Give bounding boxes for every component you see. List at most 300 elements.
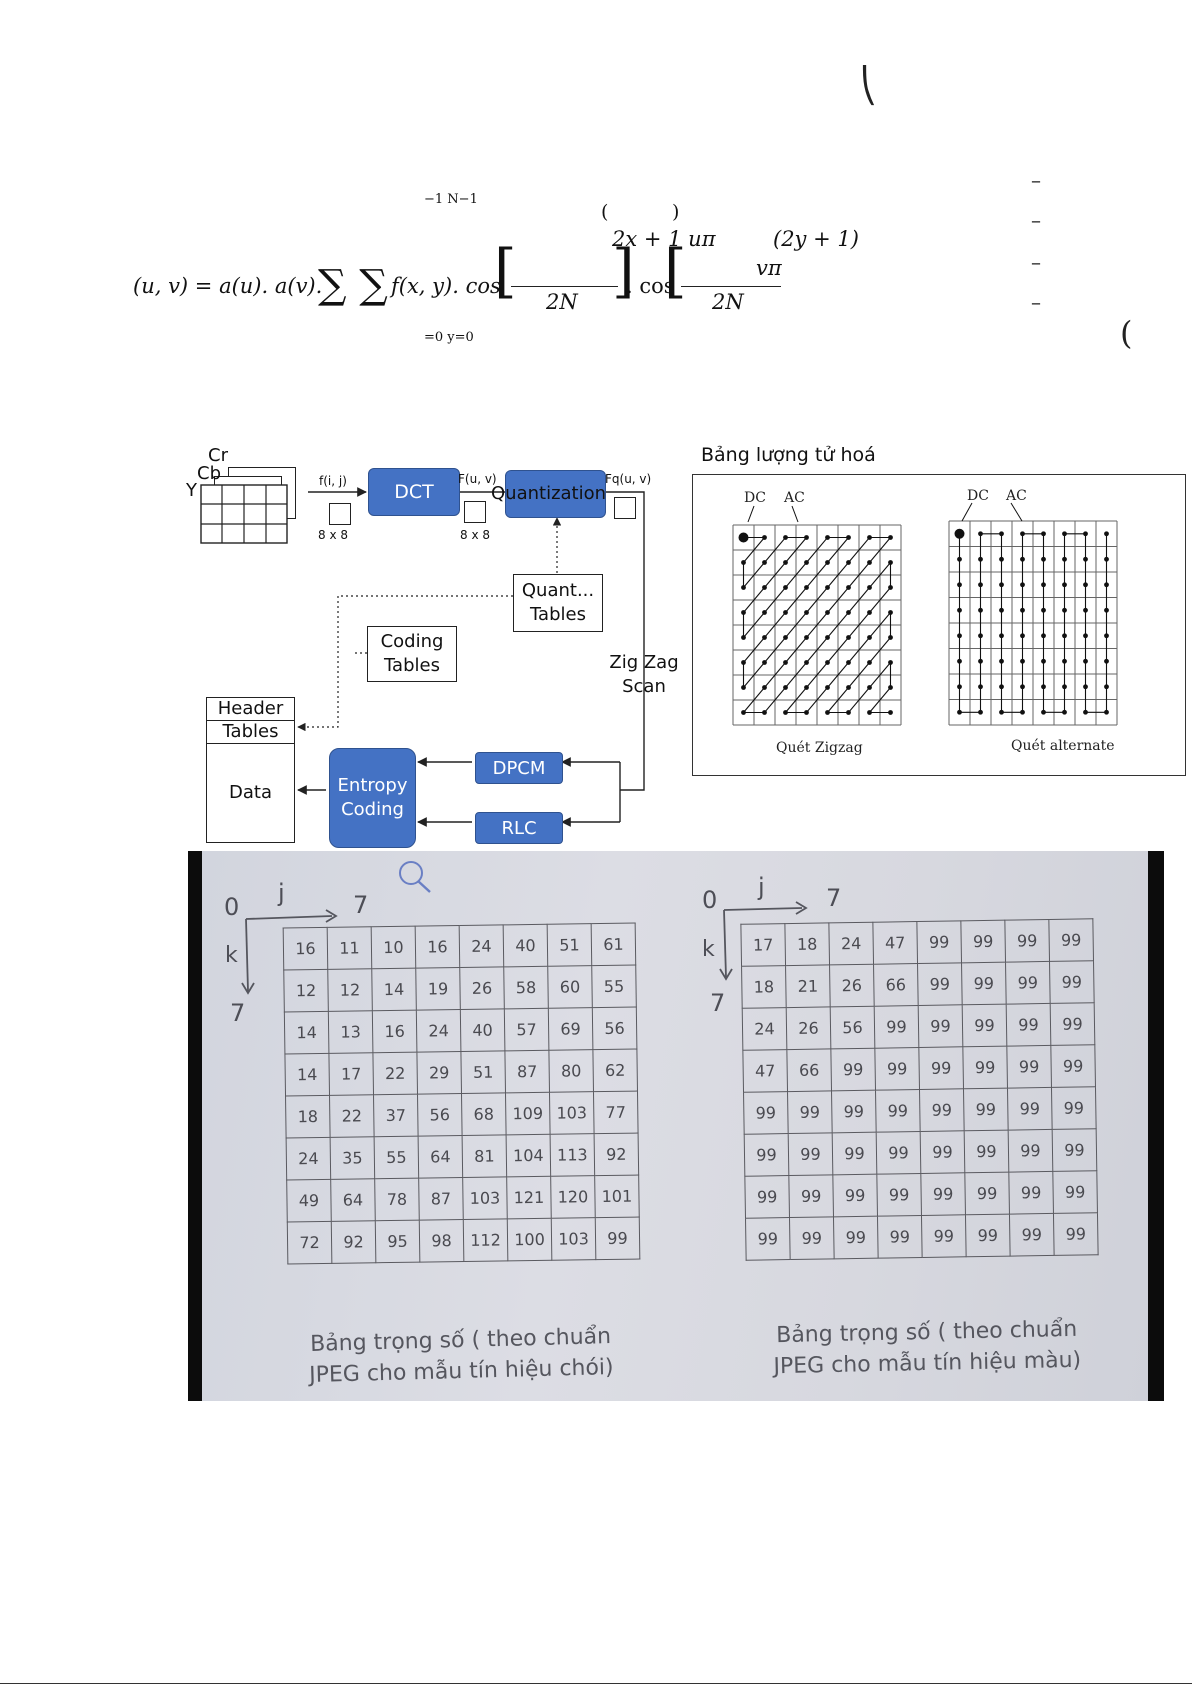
alternate-scan-dot	[1062, 557, 1067, 562]
denominator-1: 2N	[546, 290, 578, 314]
zigzag-scan-dot	[846, 610, 851, 615]
bracket-open-2: [	[664, 237, 687, 305]
chroma-table-row	[744, 1087, 1097, 1135]
zigzag-scan-dot	[783, 535, 788, 540]
luma-table-row	[287, 1217, 640, 1264]
chroma-cell: 99	[965, 1172, 1010, 1215]
chroma-cell: 99	[744, 1134, 789, 1177]
chroma-cell: 24	[742, 1008, 787, 1051]
chroma-cell: 99	[833, 1216, 878, 1259]
chroma-cell: 99	[962, 1004, 1007, 1047]
alternate-scan-dot	[1041, 633, 1046, 638]
chroma-table-row	[741, 919, 1094, 967]
zigzag-scan-dot	[888, 660, 893, 665]
chroma-table-row	[742, 1003, 1095, 1051]
chroma-table-row	[742, 961, 1095, 1009]
label-fuv: F(u, v)	[458, 472, 497, 486]
chroma-cell: 47	[873, 922, 918, 965]
zigzag-scan-dot	[783, 685, 788, 690]
chroma-cell: 99	[1007, 1087, 1052, 1130]
zigzag-scan-dot	[804, 710, 809, 715]
chroma-cell: 99	[961, 920, 1006, 963]
quantization-tables-photo	[188, 851, 1164, 1401]
chroma-cell: 99	[744, 1092, 789, 1135]
zigzag-scan-dot	[867, 685, 872, 690]
denominator-2: 2N	[712, 290, 744, 314]
alternate-scan-dot	[1083, 557, 1088, 562]
zigzag-scan-dot	[846, 685, 851, 690]
alternate-scan-dot	[999, 531, 1004, 536]
dot-cos: . cos	[626, 274, 675, 298]
alternate-scan-dot	[1041, 531, 1046, 536]
y-plane-grid	[200, 484, 290, 546]
dash-1: –	[1031, 168, 1041, 192]
chroma-cell: 99	[1006, 961, 1051, 1004]
luma-k-max: 7	[230, 999, 246, 1027]
alternate-scan-dot	[1104, 557, 1109, 562]
luma-cell: 121	[507, 1176, 552, 1219]
alternate-scan-dot	[1041, 684, 1046, 689]
chroma-caption: Bảng trọng số ( theo chuẩn JPEG cho mẫu tín hiệu màu)	[773, 1316, 1082, 1380]
entropy-coding-label: Entropy Coding	[337, 775, 408, 820]
chroma-cell: 99	[1051, 1087, 1096, 1130]
zigzag-scan-dot	[846, 560, 851, 565]
chroma-cell: 21	[786, 965, 831, 1008]
alternate-scan-dot	[1104, 659, 1109, 664]
luma-j-max: 7	[353, 891, 369, 919]
alternate-scan-dot	[1083, 633, 1088, 638]
chroma-table-row	[745, 1171, 1098, 1219]
luma-table-row	[286, 1133, 639, 1180]
sum-upper-limits: −1 N−1	[424, 192, 478, 207]
zigzag-scan-dot	[888, 635, 893, 640]
zigzag-scan-dot	[825, 560, 830, 565]
chroma-cell: 99	[788, 1091, 833, 1134]
luma-cell: 81	[462, 1135, 507, 1178]
zigzag-scan-dot	[888, 560, 893, 565]
alternate-scan-dot	[999, 633, 1004, 638]
chroma-cell: 99	[875, 1048, 920, 1091]
alternate-scan-dot	[957, 684, 962, 689]
chroma-cell: 99	[920, 1089, 965, 1132]
luma-cell: 14	[372, 968, 417, 1011]
quant-tables-box	[513, 574, 603, 632]
zigzag-scan-dot	[762, 560, 767, 565]
alternate-scan-dot	[978, 608, 983, 613]
luma-cell: 103	[551, 1218, 596, 1261]
luma-cell: 16	[372, 1010, 417, 1053]
bracket-open-1: [	[494, 237, 517, 305]
luma-cell: 60	[548, 966, 593, 1009]
paren-open: (	[601, 201, 609, 223]
dpcm-block	[475, 752, 563, 784]
luma-cell: 55	[592, 965, 637, 1008]
alternate-scan-dot	[1041, 557, 1046, 562]
input-block-icon	[329, 503, 351, 525]
chroma-k-max: 7	[710, 989, 726, 1017]
zigzag-scan-dot	[739, 533, 749, 543]
luma-cell: 104	[506, 1134, 551, 1177]
alternate-scan-dot	[1083, 531, 1088, 536]
alternate-scan-dot	[1083, 710, 1088, 715]
dct-block	[368, 468, 460, 516]
chroma-cell: 99	[921, 1215, 966, 1258]
luma-axis-k: k	[225, 943, 238, 968]
zigzag-scan-dot	[846, 585, 851, 590]
alternate-scan-dot	[1041, 582, 1046, 587]
alternate-scan-dot	[1020, 557, 1025, 562]
luma-cell: 26	[460, 967, 505, 1010]
label-fij: f(i, j)	[319, 474, 347, 488]
zigzag-scan-dot	[846, 535, 851, 540]
luma-cell: 103	[549, 1092, 594, 1135]
header-segment: Header	[207, 698, 294, 721]
numerator-u: 2x + 1 uπ	[612, 227, 716, 251]
luma-axis-j: j	[278, 879, 285, 907]
zigzag-scan-dot	[804, 610, 809, 615]
luma-cell: 56	[592, 1007, 637, 1050]
zigzag-scan-dot	[888, 685, 893, 690]
zigzag-scan-dot	[888, 710, 893, 715]
chroma-cell: 99	[919, 1047, 964, 1090]
chroma-cell: 99	[832, 1132, 877, 1175]
chroma-cell: 66	[787, 1049, 832, 1092]
alternate-scan-dot	[1062, 531, 1067, 536]
entropy-coding-block	[329, 748, 416, 848]
alternate-scan-dot	[1020, 684, 1025, 689]
luma-cell: 11	[327, 927, 372, 970]
alternate-scan-dot	[999, 710, 1004, 715]
zigzag-scan-dot	[783, 585, 788, 590]
edge-paren: (	[1120, 314, 1133, 352]
luma-cell: 14	[285, 1053, 330, 1096]
zigzag-scan-dot	[762, 660, 767, 665]
chroma-cell: 99	[833, 1174, 878, 1217]
luma-cell: 29	[417, 1052, 462, 1095]
zigzag-scan-dot	[846, 660, 851, 665]
zigzag-scan-dot	[762, 710, 767, 715]
alternate-dc-label: DC	[967, 488, 989, 504]
luma-cell: 99	[595, 1217, 640, 1260]
size-dct: 8 x 8	[460, 528, 490, 542]
sum-lower-limits: =0 y=0	[424, 330, 474, 345]
luma-table-row	[286, 1091, 639, 1138]
luma-cell: 40	[460, 1009, 505, 1052]
alternate-scan-dot	[1104, 684, 1109, 689]
luma-cell: 13	[328, 1011, 373, 1054]
zigzag-scan-dot	[741, 685, 746, 690]
luma-cell: 22	[330, 1095, 375, 1138]
label-cr: Cr	[208, 445, 228, 466]
bracket-close-1: ]	[612, 237, 635, 305]
alternate-scan-dot	[1020, 710, 1025, 715]
luma-cell: 37	[374, 1094, 419, 1137]
zigzag-scan-dot	[867, 535, 872, 540]
luma-table-row	[283, 923, 636, 970]
luma-cell: 24	[416, 1010, 461, 1053]
luma-cell: 24	[459, 925, 504, 968]
chroma-cell: 99	[1005, 919, 1050, 962]
alternate-scan-dot	[957, 633, 962, 638]
chroma-cell: 99	[962, 962, 1007, 1005]
chroma-cell: 99	[746, 1218, 791, 1261]
stray-bracket: ⎝	[860, 66, 877, 106]
dpcm-label: DPCM	[492, 757, 546, 779]
alternate-scan-dot	[999, 684, 1004, 689]
zigzag-scan-dot	[825, 635, 830, 640]
alternate-scan-dot	[1041, 659, 1046, 664]
luma-cell: 103	[463, 1177, 508, 1220]
zigzag-scan-dot	[825, 660, 830, 665]
alternate-scan-dot	[1062, 710, 1067, 715]
luma-cell: 18	[286, 1095, 331, 1138]
alternate-scan-dot	[1104, 608, 1109, 613]
zigzag-scan-dot	[804, 585, 809, 590]
chroma-cell: 99	[1007, 1045, 1052, 1088]
chroma-cell: 99	[965, 1214, 1010, 1257]
alternate-scan-dot	[1104, 582, 1109, 587]
luma-cell: 56	[418, 1094, 463, 1137]
quant-tables-label: Quant... Tables	[521, 580, 595, 625]
chroma-cell: 99	[1006, 1003, 1051, 1046]
zigzag-scan-dot	[825, 535, 830, 540]
alternate-scan-dot	[1104, 710, 1109, 715]
luma-origin: 0	[224, 893, 240, 921]
chroma-j-max: 7	[826, 884, 842, 912]
luma-cell: 16	[283, 927, 328, 970]
luma-cell: 80	[549, 1050, 594, 1093]
zigzag-dc-pointer	[748, 506, 754, 522]
alternate-scan-dot	[1020, 659, 1025, 664]
double-sigma: ∑ ∑	[318, 262, 388, 308]
luma-caption: Bảng trọng số ( theo chuẩn JPEG cho mẫu tín hiệu chói)	[308, 1324, 614, 1388]
luma-cell: 87	[505, 1050, 550, 1093]
zigzag-scan-dot	[867, 585, 872, 590]
zigzag-scan-dot	[804, 660, 809, 665]
zigzag-scan-dot	[888, 535, 893, 540]
zigzag-scan-dot	[741, 635, 746, 640]
zigzag-ac-label: AC	[784, 490, 805, 506]
coding-tables-box	[367, 626, 457, 682]
chroma-cell: 99	[1009, 1171, 1054, 1214]
alternate-ac-label: AC	[1006, 488, 1027, 504]
chroma-cell: 18	[785, 923, 830, 966]
luma-cell: 35	[330, 1137, 375, 1180]
output-file	[206, 697, 295, 843]
alternate-scan-dot	[978, 659, 983, 664]
dash-4: –	[1031, 290, 1041, 314]
chroma-cell: 99	[918, 963, 963, 1006]
zigzag-scan-dot	[867, 610, 872, 615]
luma-cell: 68	[462, 1093, 507, 1136]
zigzag-scan-dot	[762, 635, 767, 640]
luma-cell: 77	[593, 1091, 638, 1134]
zigzag-scan-dot	[741, 610, 746, 615]
alternate-scan-dot	[1062, 582, 1067, 587]
alternate-scan-dot	[957, 557, 962, 562]
chroma-cell: 99	[1050, 1003, 1095, 1046]
luma-cell: 55	[374, 1136, 419, 1179]
scan-panel-title: Bảng lượng tử hoá	[701, 444, 876, 466]
quantized-block-icon	[614, 497, 636, 519]
luma-cell: 100	[507, 1218, 552, 1261]
alternate-scan-dot	[1062, 608, 1067, 613]
chroma-cell: 47	[743, 1050, 788, 1093]
chroma-cell: 99	[918, 1005, 963, 1048]
zigzag-scan-dot	[867, 560, 872, 565]
dct-label: DCT	[394, 481, 434, 503]
alternate-caption: Quét alternate	[1011, 738, 1115, 754]
chroma-origin: 0	[702, 886, 718, 914]
luma-cell: 64	[418, 1135, 463, 1178]
chroma-axis-j: j	[758, 873, 765, 901]
luma-cell: 19	[416, 968, 461, 1011]
zigzag-scan-dot	[825, 585, 830, 590]
alternate-scan-dot	[978, 633, 983, 638]
luma-cell: 16	[415, 926, 460, 969]
chroma-cell: 99	[964, 1130, 1009, 1173]
zigzag-scan-label: Zig Zag Scan	[609, 652, 679, 697]
luma-table-row	[284, 965, 637, 1012]
chroma-cell: 99	[921, 1173, 966, 1216]
zigzag-scan-dot	[825, 685, 830, 690]
alternate-scan-dot	[1104, 531, 1109, 536]
chroma-cell: 99	[1053, 1171, 1098, 1214]
alternate-scan-dot	[978, 710, 983, 715]
alternate-scan-dot	[999, 608, 1004, 613]
alternate-scan-dot	[1020, 582, 1025, 587]
chroma-table-row	[746, 1213, 1099, 1261]
label-cb: Cb	[197, 463, 221, 484]
zigzag-scan-dot	[846, 635, 851, 640]
alternate-ac-pointer	[1011, 503, 1022, 521]
luma-cell: 24	[286, 1137, 331, 1180]
luma-cell: 58	[504, 966, 549, 1009]
luma-cell: 92	[594, 1133, 639, 1176]
luma-cell: 22	[373, 1052, 418, 1095]
zigzag-scan-dot	[867, 660, 872, 665]
luma-table-row	[285, 1049, 638, 1096]
alternate-scan-dot	[1104, 633, 1109, 638]
chroma-cell: 18	[742, 966, 787, 1009]
zigzag-scan-dot	[762, 685, 767, 690]
chroma-axis-k: k	[702, 937, 715, 962]
luma-cell: 14	[284, 1011, 329, 1054]
luma-cell: 51	[547, 924, 592, 967]
luma-cell: 101	[595, 1175, 640, 1218]
luma-cell: 95	[375, 1220, 420, 1263]
chroma-cell: 66	[874, 964, 919, 1007]
chroma-cell: 99	[1009, 1213, 1054, 1256]
alternate-scan-dot	[1062, 633, 1067, 638]
luma-cell: 12	[328, 969, 373, 1012]
chroma-table-row	[744, 1129, 1097, 1177]
paren-close: )	[672, 201, 680, 223]
chroma-quant-table	[740, 918, 1098, 1261]
chroma-cell: 99	[877, 1173, 922, 1216]
alternate-scan-dot	[999, 659, 1004, 664]
scan-diagrams	[692, 474, 1186, 776]
luma-cell: 51	[461, 1051, 506, 1094]
chroma-cell: 17	[741, 924, 786, 967]
alternate-scan-dot	[999, 557, 1004, 562]
zigzag-scan-dot	[783, 710, 788, 715]
zigzag-scan-dot	[825, 610, 830, 615]
chroma-cell: 99	[788, 1133, 833, 1176]
alternate-scan-dot	[957, 582, 962, 587]
luma-cell: 10	[371, 926, 416, 969]
alternate-scan-dot	[955, 529, 965, 539]
zigzag-scan-dot	[762, 610, 767, 615]
dash-3: –	[1031, 250, 1041, 274]
vpi: vπ	[756, 256, 782, 280]
fxy-cos: f(x, y). cos	[391, 274, 501, 298]
tables-segment: Tables	[207, 721, 294, 744]
numerator-y: (2y + 1)	[773, 227, 859, 251]
zigzag-scan-dot	[783, 610, 788, 615]
luma-table-row	[287, 1175, 640, 1222]
dct-block-icon	[464, 501, 486, 523]
chroma-cell: 99	[1051, 1045, 1096, 1088]
zigzag-scan-dot	[804, 685, 809, 690]
zigzag-scan-dot	[804, 535, 809, 540]
zigzag-scan-dot	[888, 610, 893, 615]
luma-cell: 61	[591, 923, 636, 966]
luma-cell: 92	[331, 1221, 376, 1264]
luma-cell: 78	[375, 1178, 420, 1221]
chroma-cell: 99	[917, 921, 962, 964]
alternate-scan-dot	[1020, 608, 1025, 613]
chroma-cell: 99	[876, 1131, 921, 1174]
zigzag-ac-pointer	[792, 506, 798, 522]
chroma-cell: 99	[832, 1090, 877, 1133]
chroma-cell: 99	[963, 1046, 1008, 1089]
luma-cell: 17	[329, 1053, 374, 1096]
luma-cell: 98	[419, 1219, 464, 1262]
alternate-scan-dot	[957, 608, 962, 613]
alternate-scan-dot	[978, 684, 983, 689]
dash-2: –	[1031, 208, 1041, 232]
chroma-cell: 99	[831, 1048, 876, 1091]
chroma-cell: 99	[876, 1090, 921, 1133]
chroma-cell: 99	[920, 1131, 965, 1174]
chroma-table-row	[743, 1045, 1096, 1093]
zigzag-scan-dot	[741, 710, 746, 715]
luma-cell: 12	[284, 969, 329, 1012]
zigzag-scan-dot	[804, 560, 809, 565]
chroma-cell: 99	[1053, 1213, 1098, 1256]
alternate-scan-dot	[1083, 608, 1088, 613]
zigzag-scan-dot	[783, 660, 788, 665]
alternate-scan-dot	[1083, 659, 1088, 664]
luma-cell: 87	[419, 1177, 464, 1220]
alternate-scan-dot	[978, 557, 983, 562]
chroma-cell: 99	[789, 1217, 834, 1260]
label-y: Y	[186, 480, 197, 501]
zigzag-scan-dot	[846, 710, 851, 715]
zigzag-scan-dot	[783, 635, 788, 640]
alternate-scan-dot	[957, 659, 962, 664]
luma-quant-table	[283, 923, 641, 1265]
alternate-scan-dot	[978, 582, 983, 587]
chroma-cell: 26	[830, 964, 875, 1007]
alternate-scan-dot	[957, 710, 962, 715]
luma-cell: 72	[287, 1221, 332, 1264]
alternate-scan-dot	[1020, 531, 1025, 536]
page-bottom-rule	[0, 1683, 1192, 1684]
zigzag-scan-dot	[741, 560, 746, 565]
zigzag-scan-dot	[741, 585, 746, 590]
